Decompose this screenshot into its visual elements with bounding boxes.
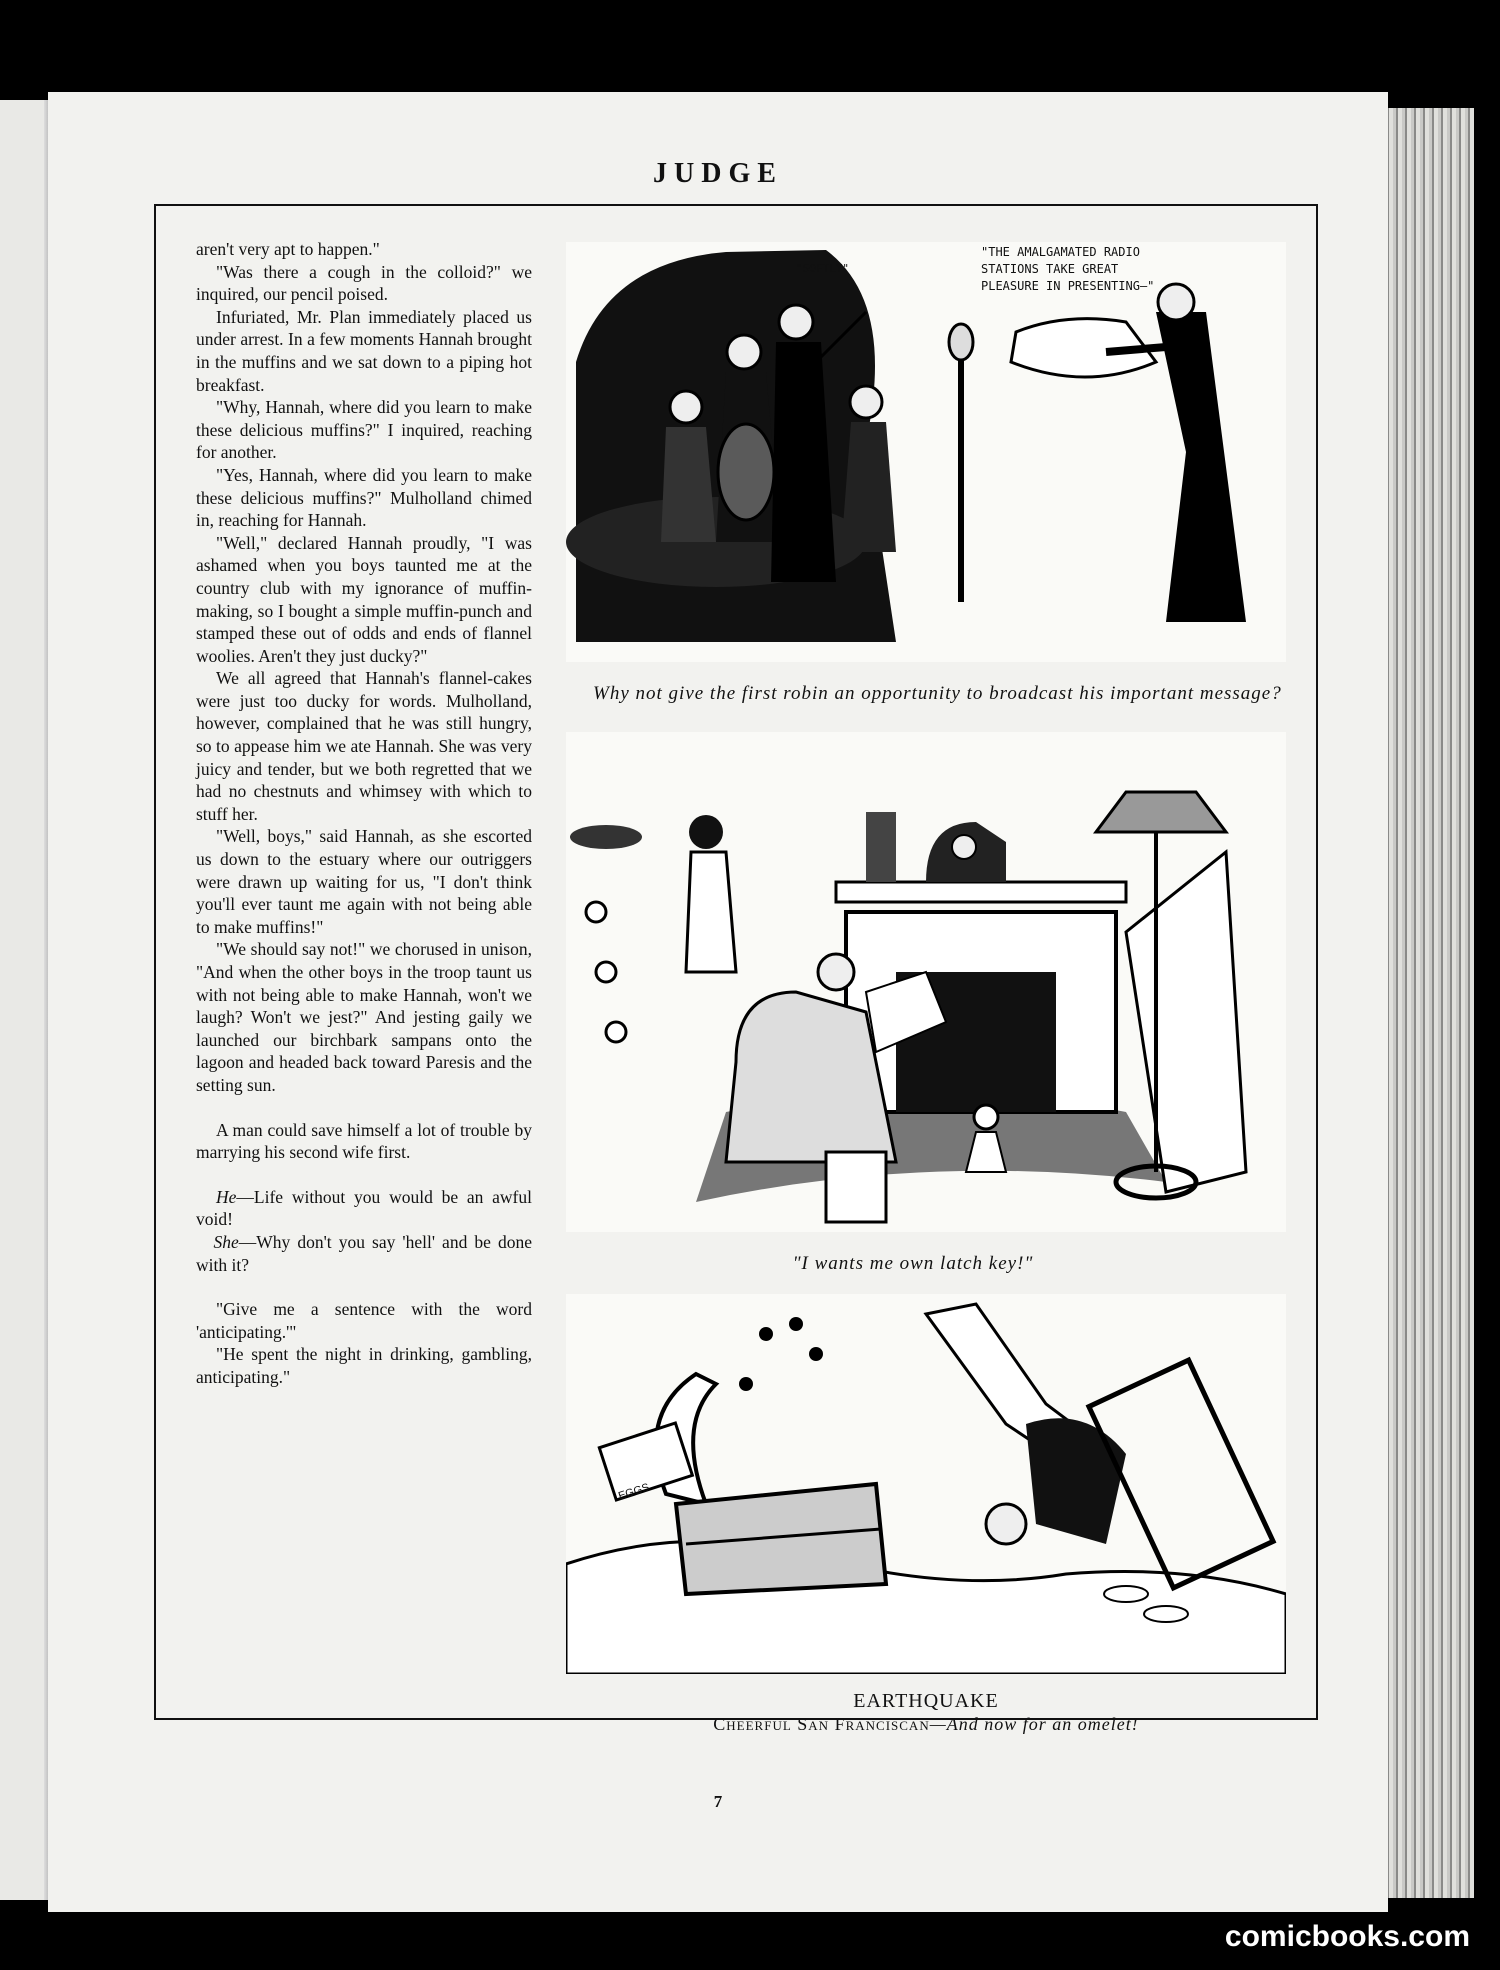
magazine-page xyxy=(48,92,1388,1912)
paragraph: aren't very apt to happen." xyxy=(196,239,380,259)
earthquake-line: —And now for an omelet! xyxy=(929,1714,1139,1734)
filler-marriage: A man could save himself a lot of trouble by marrying his second wife first. xyxy=(196,1119,532,1163)
eggs-label: EGGS xyxy=(616,1481,651,1503)
paragraph: "Was there a cough in the colloid?" we inquired, our pencil poised. xyxy=(196,261,532,305)
text-column xyxy=(196,238,532,1389)
filler-dialogue-he xyxy=(196,1186,532,1231)
paragraph: "Well, boys," said Hannah, as she escorted us down to the estuary where our outriggers were drawn up waiting for us, "I don't think you'll ever taunt me again with not being able to make muffins!" xyxy=(196,826,532,937)
earthquake-cartoon xyxy=(566,1294,1286,1674)
announcer-bubble: "THE AMALGAMATED RADIO STATIONS TAKE GREAT PLEASURE IN PRESENTING—" xyxy=(981,245,1155,293)
radio-cartoon xyxy=(566,242,1286,662)
fireplace-illustration xyxy=(566,732,1286,1232)
earthquake-speaker: Cheerful San Franciscan xyxy=(713,1714,930,1734)
paragraph: "Why, Hannah, where did you learn to make these delicious muffins?" I inquired, reaching for another. xyxy=(196,397,532,463)
filler-joke-answer: "He spent the night in drinking, gambling, anticipating." xyxy=(196,1344,532,1387)
paragraph: "We should say not!" we chorused in unison, "And when the other boys in the troop taunt us with not being able to make Hannah, won't we laugh? Won't we jest?" And jesting gaily we launched our birchbark sampans onto the lagoon and headed back toward Paresis and the setting sun. xyxy=(196,939,532,1095)
speaker-he: He xyxy=(216,1186,237,1207)
earthquake-title: EARTHQUAKE xyxy=(853,1690,999,1712)
paragraph: We all agreed that Hannah's flannel-cakes were just too ducky for words. Mulholland, however, complained that he was still hungry, so to appease him we ate Hannah. She was very juicy and tender, but we both regretted that we had no chestnuts and whimsey with which to stuff her. xyxy=(196,668,532,824)
paragraph: "Well," declared Hannah proudly, "I was ashamed when you boys taunted me at the country club with my ignorance of muffin-making, so I bought a simple muffin-punch and stamped these out of odds and ends of flannel woolies. Aren't they just ducky?" xyxy=(196,532,532,666)
radio-cartoon-illustration xyxy=(566,242,1286,662)
earthquake-caption xyxy=(566,1714,1286,1735)
earthquake-illustration xyxy=(566,1294,1286,1674)
latch-key-cartoon xyxy=(566,732,1286,1232)
filler-joke-question: "Give me a sentence with the word 'anticipating.'" xyxy=(196,1299,532,1342)
latch-key-caption: "I wants me own latch key!" xyxy=(792,1253,1034,1274)
paragraph: Infuriated, Mr. Plan immediately placed us under arrest. In a few moments Hannah brought in the muffins and we sat down to a piping hot breakfast. xyxy=(196,306,532,395)
softly-bubble: "SOFTLY" xyxy=(796,262,849,275)
page-title: JUDGE xyxy=(653,158,783,189)
paragraph: "Yes, Hannah, where did you learn to make these delicious muffins?" Mulholland chimed in, reaching for Hannah. xyxy=(196,464,532,531)
radio-caption: Why not give the first robin an opportunity to broadcast his important message? xyxy=(593,683,1282,704)
watermark: comicbooks.com xyxy=(1224,1920,1470,1953)
she-line: —Why don't you say 'hell' and be done with it? xyxy=(196,1231,532,1275)
he-line: —Life without you would be an awful void! xyxy=(196,1186,532,1230)
page-block-edges xyxy=(1382,108,1474,1898)
page-number: 7 xyxy=(713,1792,723,1811)
speaker-she: She xyxy=(213,1231,239,1252)
